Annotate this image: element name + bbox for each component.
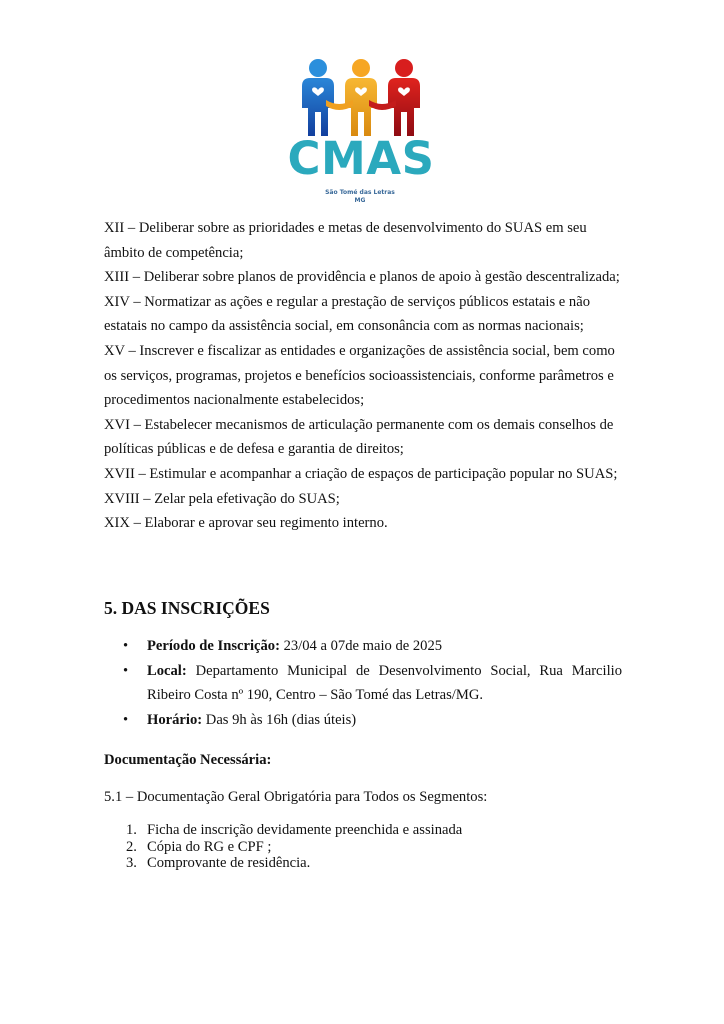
bullet-text: 23/04 a 07de maio de 2025	[279, 638, 443, 654]
item-number: 3.	[126, 855, 137, 871]
logo-subtitle-state: MG	[354, 197, 366, 204]
yellow-person-head	[352, 59, 370, 77]
bullet-text: Das 9h às 16h (dias úteis)	[202, 711, 357, 728]
bullet-label: Período de Inscrição:	[147, 638, 280, 654]
item-text: Comprovante de residência.	[147, 855, 311, 871]
logo-subtitle	[300, 189, 420, 205]
competency-item: XV – Inscrever e fiscalizar as entidades e organizações de assistência social, bem como os serviços, programas, projetos e benefícios socioassistenciais, conforme parâmetros e procedimentos nacionalmente estabelecidos;	[104, 342, 615, 409]
section-title: 5. DAS INSCRIÇÕES	[104, 598, 270, 618]
bullet-label: Local:	[147, 662, 187, 679]
blue-person-head	[309, 59, 327, 77]
red-person-head	[395, 59, 413, 77]
document-item	[104, 822, 462, 839]
competency-item: XIII – Deliberar sobre planos de providência e planos de apoio à gestão descentralizada;	[104, 269, 620, 286]
documentation-heading: Documentação Necessária:	[104, 752, 272, 768]
logo-title: CMAS	[287, 132, 435, 185]
required-documents-list	[104, 822, 462, 872]
item-number: 1.	[126, 822, 137, 838]
document-item	[104, 855, 462, 872]
document-item	[104, 839, 462, 856]
competency-item: XII – Deliberar sobre as prioridades e metas de desenvolvimento do SUAS em seu âmbito de competência;	[104, 220, 587, 261]
documentation-subheading: 5.1 – Documentação Geral Obrigatória para Todos os Segmentos:	[104, 789, 488, 805]
location-item	[104, 659, 622, 708]
registration-period-item	[104, 634, 622, 659]
schedule-item	[104, 708, 622, 733]
bullet-icon: •	[123, 711, 129, 728]
item-text: Ficha de inscrição devidamente preenchida e assinada	[147, 822, 463, 838]
people-holding-hands-icon	[296, 56, 426, 141]
competency-item: XVII – Estimular e acompanhar a criação de espaços de participação popular no SUAS;	[104, 465, 618, 482]
bullet-text: Departamento Municipal de Desenvolvimento Social, Rua Marcilio Ribeiro Costa nº 190, Centro – São Tomé das Letras/MG.	[147, 662, 622, 704]
item-text: Cópia do RG e CPF ;	[147, 838, 272, 855]
bullet-icon: •	[123, 638, 129, 654]
competencies-list	[104, 216, 624, 536]
logo-subtitle-city: São Tomé das Letras	[325, 189, 395, 196]
competency-item: XVIII – Zelar pela efetivação do SUAS;	[104, 490, 340, 507]
registration-info-list	[104, 634, 622, 732]
item-number: 2.	[126, 838, 137, 855]
bullet-label: Horário:	[147, 711, 203, 728]
competency-item: XIX – Elaborar e aprovar seu regimento interno.	[104, 515, 388, 532]
competency-item: XIV – Normatizar as ações e regular a prestação de serviços públicos estatais e não estatais no campo da assistência social, em consonância com as normas nacionais;	[104, 293, 590, 335]
bullet-icon: •	[123, 662, 129, 679]
competency-item: XVI – Estabelecer mecanismos de articulação permanente com os demais conselhos de políticas públicas e de defesa e garantia de direitos;	[104, 416, 614, 458]
